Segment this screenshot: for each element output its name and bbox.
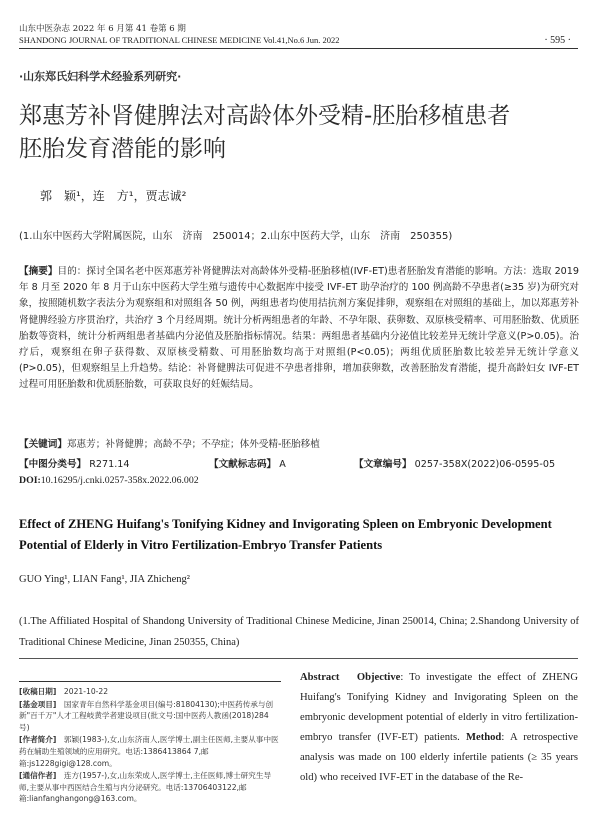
authors-cn: 郭 颖¹，连 方¹，贾志诚² bbox=[40, 189, 187, 203]
doc-code-label: 【文献标志码】 bbox=[209, 459, 277, 470]
doc-code-value: A bbox=[279, 459, 286, 470]
affiliations-en: (1.The Affiliated Hospital of Shandong University of Traditional Chinese Medicine, Jinan 250014, China; 2.Shandong University of Traditional Chinese Medicine, Jinan 250355, China) bbox=[19, 616, 579, 648]
abstract-cn-label: 【摘要】 bbox=[19, 266, 58, 277]
abstract-cn-text: 目的：探讨全国名老中医郑惠芳补肾健脾法对高龄体外受精-胚胎移植(IVF-ET)患者胚胎发育潜能的影响。方法：选取 2019 年 8 月至 2020 年 8 月于山东中医药大学生殖与遗传中心数据库中接受 IVF-ET 助孕治疗的 100 例高龄不孕患者(≥35 岁)为研究对象，按照随机数字表法分为观察组和对照组各 50 例，两组患者均使用拮抗剂方案促排卵，观察组在对照组的基础上，加以郑惠芳补肾健脾经验方序贯治疗，共治疗 3 个月经周期。统计分析两组患者的年龄、不孕年限、获卵数、双原核受精率、可用胚胎数、优质胚胎数等资料，统计分析两组患者基础内分泌值及胚胎指标情况。结果：两组患者基础内分泌值比较差异无统计学意义(P>0.05)。治疗后，观察组在卵子获得数、双原核受精数、可用胚胎数均高于对照组(P<0.05)；两组优质胚胎数比较差异无统计学意义(P>0.05)，但观察组呈上升趋势。结论：补肾健脾法可促进不孕患者排卵，增加获卵数，改善胚胎发育潜能，提升高龄妇女 IVF-ET 过程可用胚胎数和优质胚胎数，可获取良好的妊娠结局。 bbox=[19, 266, 579, 391]
abstract-en bbox=[300, 668, 578, 788]
clc-value: R271.14 bbox=[89, 459, 130, 470]
keywords-cn bbox=[19, 436, 579, 450]
abstract-en-method-label: Method bbox=[466, 732, 502, 743]
abstract-en-label: Abstract Objective bbox=[300, 672, 401, 683]
journal-header-cn: 山东中医杂志 2022 年 6 月第 41 卷第 6 期 bbox=[19, 24, 186, 34]
article-title-cn bbox=[19, 100, 579, 166]
footnote-corresponding-author: [通信作者] 连方(1957-),女,山东荣成人,医学博士,主任医师,博士研究生导师,主要从事中西医结合生殖与内分泌研究。电话:13706403122,邮箱:lianfanghangong@163.com。 bbox=[19, 771, 272, 804]
abstract-cn bbox=[19, 264, 579, 394]
keywords-cn-label: 【关键词】 bbox=[19, 439, 67, 450]
authors-en: GUO Ying¹, LIAN Fang¹, JIA Zhicheng² bbox=[19, 574, 190, 585]
abstract-en-objective-text: : To investigate the effect of ZHENG Huifang's Tonifying Kidney and Invigorating Spleen on the embryonic development potential of elderly in vitro fertilization-embryo transfer (IVF-ET) patients. bbox=[300, 672, 578, 743]
title-cn-line-2: 胚胎发育潜能的影响 bbox=[19, 136, 226, 162]
journal-header-en: SHANDONG JOURNAL OF TRADITIONAL CHINESE MEDICINE Vol.41,No.6 Jun. 2022 bbox=[19, 35, 340, 45]
abstract-en-method-text: : A retrospective analysis was made on 100 elderly infertile patients (≥ 35 years old) who received IVF-ET in the database of the Re- bbox=[300, 732, 578, 783]
section-divider bbox=[19, 658, 578, 659]
footnote-author-bio: [作者简介] 郭颖(1983-),女,山东济南人,医学博士,副主任医师,主要从事中医药在辅助生殖领域的应用研究。电话:1386413864 7,邮箱:js1228gigi@128.com。 bbox=[19, 735, 279, 768]
column-label: ·山东郑氏妇科学术经验系列研究· bbox=[19, 70, 182, 83]
footnotes bbox=[19, 681, 281, 806]
affiliations-cn: (1.山东中医药大学附属医院，山东 济南 250014；2.山东中医药大学，山东 济南 250355) bbox=[19, 231, 453, 242]
keywords-cn-text: 郑惠芳；补肾健脾；高龄不孕；不孕症；体外受精-胚胎移植 bbox=[66, 439, 320, 450]
article-number-label: 【文章编号】 bbox=[354, 459, 412, 470]
header-divider bbox=[19, 48, 578, 49]
article-number-field bbox=[354, 456, 555, 470]
doi-label: DOI: bbox=[19, 475, 41, 486]
doi-link[interactable]: 10.16295/j.cnki.0257-358x.2022.06.002 bbox=[40, 475, 199, 486]
doc-code-field bbox=[209, 456, 286, 470]
clc-field bbox=[19, 456, 129, 470]
footnote-received: [收稿日期] 2021-10-22 bbox=[19, 687, 109, 696]
article-number-value: 0257-358X(2022)06-0595-05 bbox=[414, 459, 556, 470]
doi bbox=[19, 475, 199, 486]
page-number: · 595 · bbox=[544, 35, 571, 46]
title-cn-line-1: 郑惠芳补肾健脾法对高龄体外受精-胚胎移植患者 bbox=[19, 103, 511, 129]
footnote-funding: [基金项目] 国家青年自然科学基金项目(编号:81804130);中医药传承与创新"百千万"人才工程岐黄学者建设项目(批文号:国中医药人教函(2018)284 号) bbox=[19, 699, 274, 732]
article-title-en: Effect of ZHENG Huifang's Tonifying Kidney and Invigorating Spleen on Embryonic Development Potential of Elderly in Vitro Fertilization-Embryo Transfer Patients bbox=[19, 517, 552, 552]
clc-label: 【中图分类号】 bbox=[19, 459, 87, 470]
